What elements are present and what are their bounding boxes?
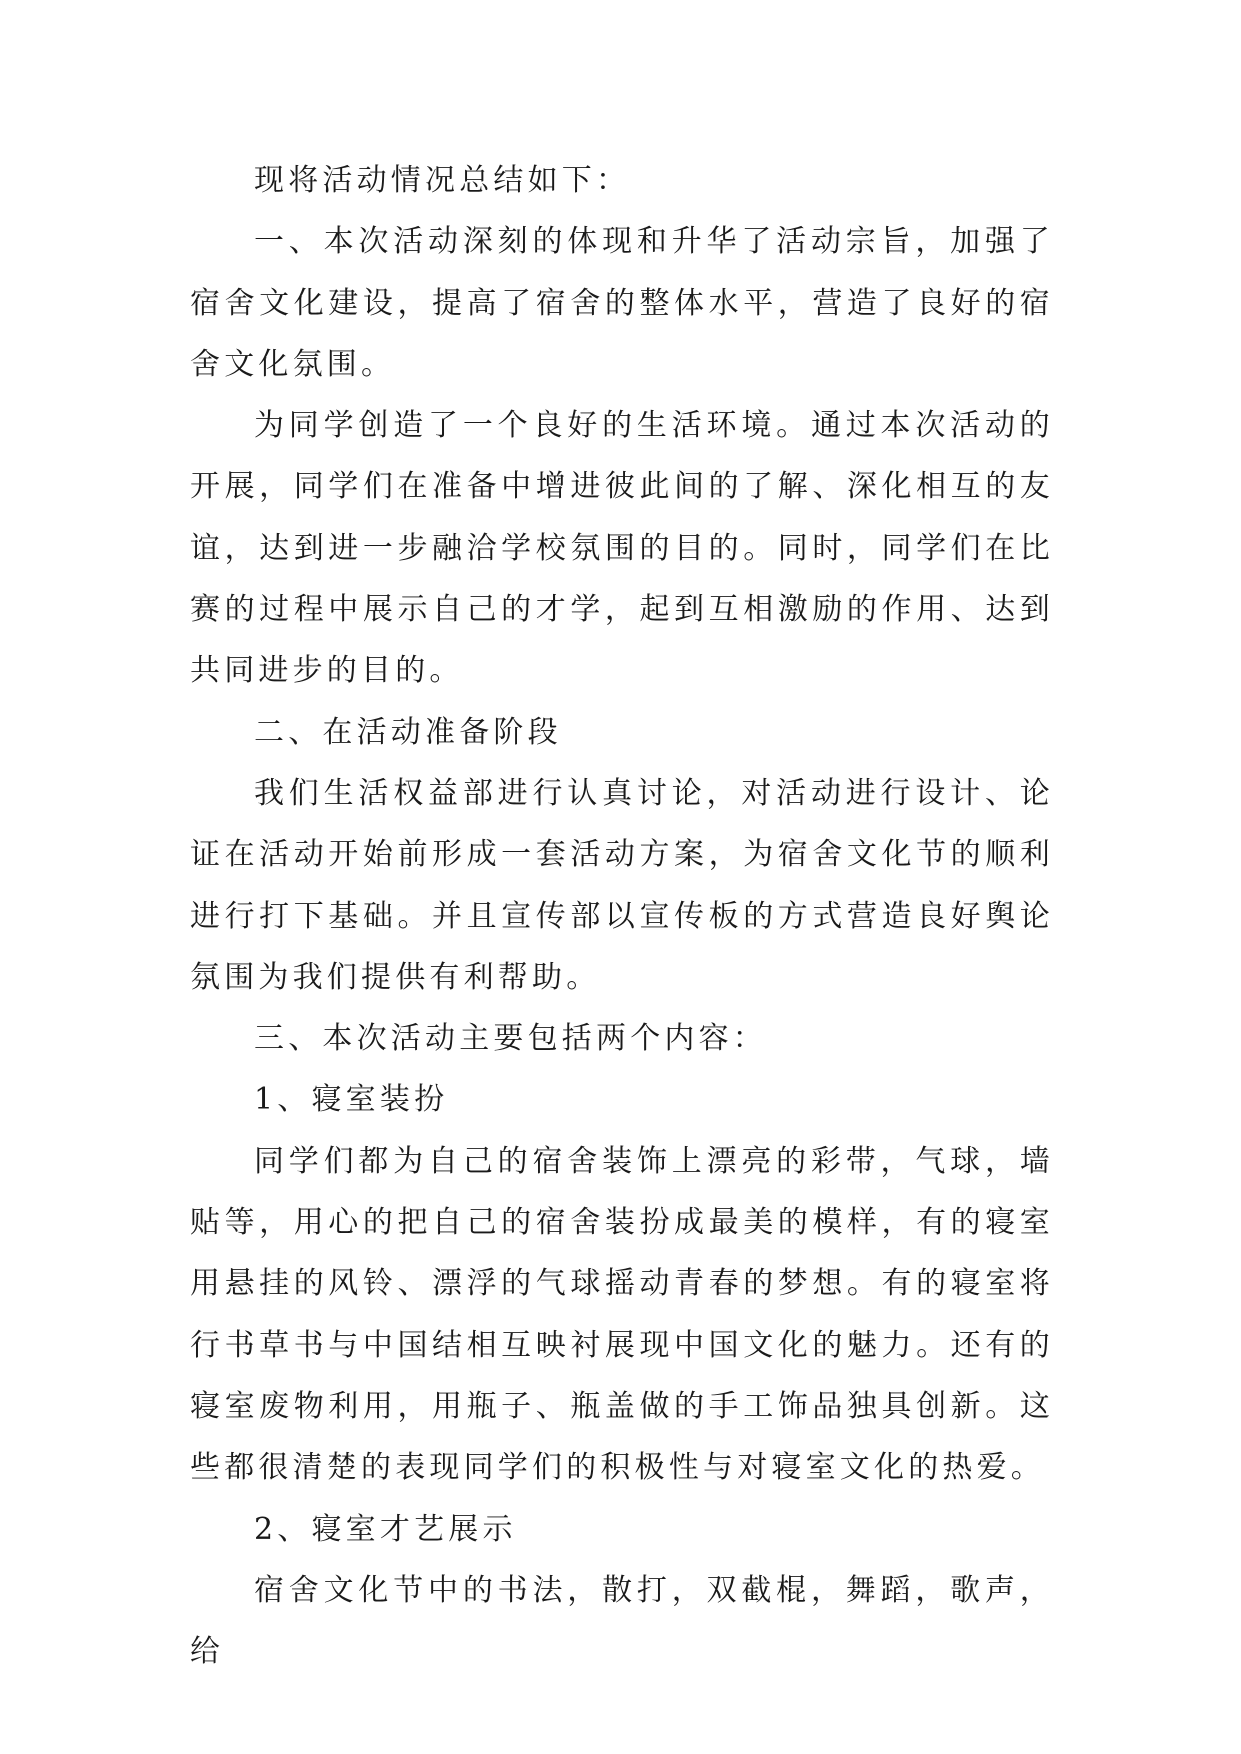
paragraph-point-three-heading: 三、本次活动主要包括两个内容： [254,1021,767,1057]
document-body [190,150,1054,1682]
paragraph-point-one: 一、本次活动深刻的体现和升华了活动宗旨，加强了宿舍文化建设，提高了宿舍的整体水平，营造了良好的宿舍文化氛围。 [190,224,1054,382]
paragraph-preparation: 我们生活权益部进行认真讨论，对活动进行设计、论证在活动开始前形成一套活动方案，为宿舍文化节的顺利进行打下基础。并且宣传部以宣传板的方式营造良好舆论氛围为我们提供有利帮助。 [190,775,1054,995]
paragraph-item-two-heading: 2、寝室才艺展示 [254,1511,517,1547]
paragraph-environment: 为同学创造了一个良好的生活环境。通过本次活动的开展，同学们在准备中增进彼此间的了解、深化相互的友谊，达到进一步融洽学校氛围的目的。同时，同学们在比赛的过程中展示自己的才学，起到互相激励的作用、达到共同进步的目的。 [190,408,1054,689]
paragraph-talent-show: 宿舍文化节中的书法，散打，双截棍，舞蹈，歌声，给 [190,1572,1054,1670]
paragraph-summary-intro: 现将活动情况总结如下： [254,163,631,198]
paragraph-point-two-heading: 二、在活动准备阶段 [254,714,562,750]
paragraph-item-one-heading: 1、寝室装扮 [254,1082,449,1118]
paragraph-dorm-decoration: 同学们都为自己的宿舍装饰上漂亮的彩带，气球，墙贴等，用心的把自己的宿舍装扮成最美的模样，有的寝室用悬挂的风铃、漂浮的气球摇动青春的梦想。有的寝室将行书草书与中国结相互映衬展现中国文化的魅力。还有的寝室废物利用，用瓶子、瓶盖做的手工饰品独具创新。这些都很清楚的表现同学们的积极性与对寝室文化的热爱。 [190,1143,1054,1486]
